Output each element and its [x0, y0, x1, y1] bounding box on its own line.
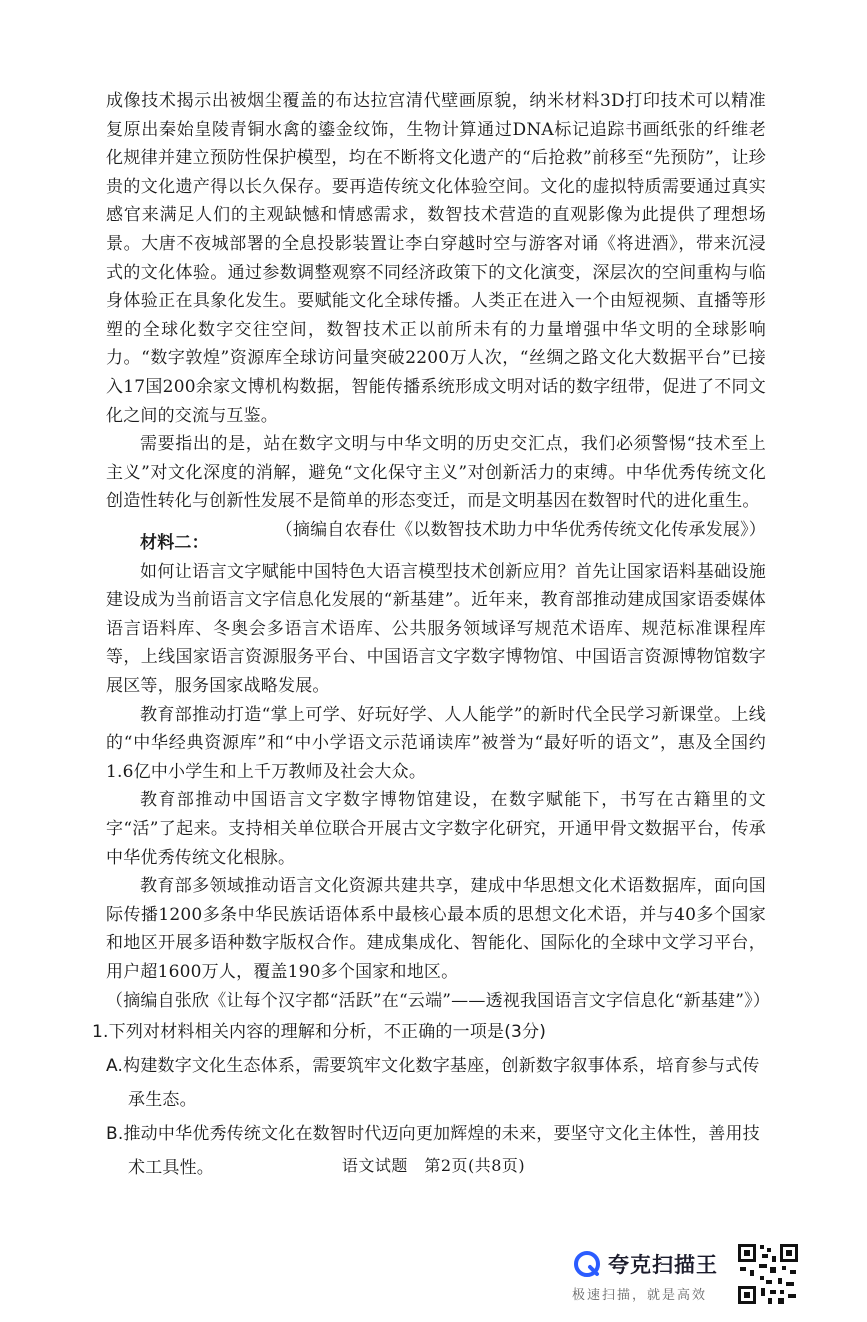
brand-name: 夸克扫描王: [608, 1253, 718, 1277]
option-b-line-2: 术工具性。: [128, 1158, 214, 1179]
question-stem: 1.下列对材料相关内容的理解和分析，不正确的一项是(3分): [92, 1022, 547, 1043]
option-a-line-2: 承生态。: [128, 1090, 197, 1111]
material-two-paragraph-4: 教育部多领域推动语言文化资源共建共享，建成中华思想文化术语数据库，面向国际传播1200多条中华民族话语体系中最核心最本质的思想文化术语，并与40多个国家和地区开展多语种数字版权合作。建成集成化、智能化、国际化的全球中文学习平台，用户超1600万人，覆盖190多个国家和地区。: [106, 876, 766, 982]
material-two-heading: 材料二：: [140, 533, 209, 553]
material-one-paragraph-1: 成像技术揭示出被烟尘覆盖的布达拉宫清代壁画原貌，纳米材料3D打印技术可以精准复原出秦始皇陵青铜水禽的鎏金纹饰，生物计算通过DNA标记追踪书画纸张的纤维老化规律并建立预防性保护模型，均在不断将文化遗产的“后抢救”前移至“先预防”，让珍贵的文化遗产得以长久保存。要再造传统文化体验空间。文化的虚拟特质需要通过真实感官来满足人们的主观缺憾和情感需求，数智技术营造的直观影像为此提供了理想场景。大唐不夜城部署的全息投影装置让李白穿越时空与游客对诵《将进酒》，带来沉浸式的文化体验。通过参数调整观察不同经济政策下的文化演变，深层次的空间重构与临身体验正在具象化发生。要赋能文化全球传播。人类正在进入一个由短视频、直播等形塑的全球化数字交往空间，数智技术正以前所未有的力量增强中华文明的全球影响力。“数字敦煌”资源库全球访问量突破2200万人次，“丝绸之路文化大数据平台”已接入17国200余家文博机构数据，智能传播系统形成文明对话的数字纽带，促进了不同文化之间的交流与互鉴。: [106, 91, 766, 426]
option-a[interactable]: [92, 1049, 764, 1117]
brand-row: [574, 1248, 718, 1280]
material-two: [92, 529, 771, 1185]
scanner-watermark: [568, 1240, 808, 1310]
page-footer: 语文试题 第2页(共8页): [341, 1156, 526, 1175]
material-two-paragraph-3: 教育部推动中国语言文字数字博物馆建设，在数字赋能下，书写在古籍里的文字“活”了起来。支持相关单位联合开展古文字数字化研究，开通甲骨文数据平台，传承中华优秀传统文化根脉。: [106, 790, 766, 868]
material-one-paragraph-2: 需要指出的是，站在数字文明与中华文明的历史交汇点，我们必须警惕“技术至上主义”对文化深度的消解，避免“文化保守主义”对创新活力的束缚。中华优秀传统文化创造性转化与创新性发展不是简单的形态变迁，而是文明基因在数智时代的进化重生。: [106, 434, 766, 512]
brand-slogan: 极速扫描，就是高效: [572, 1288, 708, 1303]
qr-code-icon: [736, 1242, 800, 1306]
quark-logo-icon: [574, 1251, 600, 1277]
option-a-line-1: A.构建数字文化生态体系，需要筑牢文化数字基座，创新数字叙事体系，培育参与式传: [106, 1056, 760, 1077]
material-one-source: （摘编自农春仕《以数智技术助力中华优秀传统文化传承发展》）: [275, 519, 766, 540]
material-two-paragraph-2: 教育部推动打造“掌上可学、好玩好学、人人能学”的新时代全民学习新课堂。上线的“中华经典资源库”和“中小学语文示范诵读库”被誉为“最好听的语文”，惠及全国约1.6亿中小学生和上千万教师及社会大众。: [106, 704, 766, 782]
material-one-continued: [106, 87, 766, 545]
material-two-source: （摘编自张欣《让每个汉字都“活跃”在“云端”——透视我国语言文字信息化“新基建”》）: [106, 990, 771, 1011]
material-two-paragraph-1: 如何让语言文字赋能中国特色大语言模型技术创新应用？首先让国家语料基础设施建设成为当前语言文字信息化发展的“新基建”。近年来，教育部推动建成国家语委媒体语言语料库、冬奥会多语言术语库、公共服务领域译写规范术语库、规范标准课程库等，上线国家语言资源服务平台、中国语言文字数字博物馆、中国语言资源博物馆数字展区等，服务国家战略发展。: [106, 561, 766, 696]
option-b-line-1: B.推动中华优秀传统文化在数智时代迈向更加辉煌的未来，要坚守文化主体性，善用技: [106, 1124, 760, 1145]
